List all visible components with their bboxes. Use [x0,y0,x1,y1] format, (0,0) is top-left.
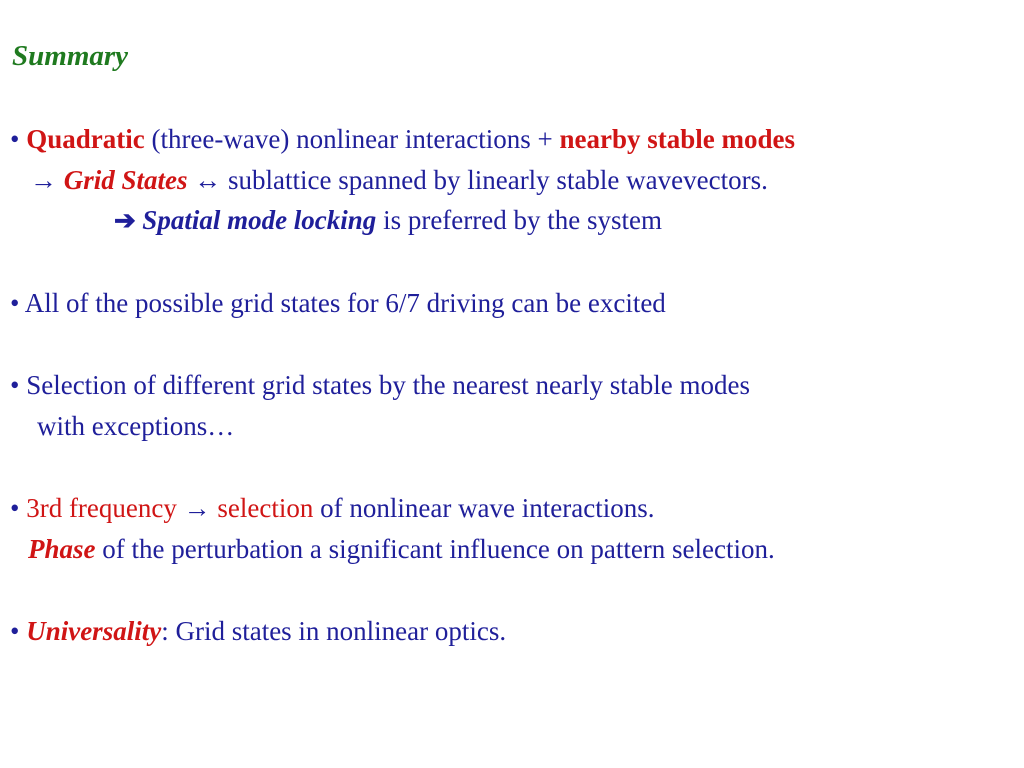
grid-states-term: Grid States [63,165,188,195]
bullet-marker: • [10,493,20,523]
bullet-4-line-2 [28,532,775,566]
bullet-marker: • [10,370,20,400]
right-arrow-icon: → [176,493,218,523]
bullet-1-line-2-text: ↔ sublattice spanned by linearly stable wavevectors. [187,165,768,195]
nearby-stable-modes-term: nearby stable modes [559,124,795,154]
bullet-2-text: All of the possible grid states for 6/7 driving can be excited [24,288,666,318]
phase-term: Phase [28,534,96,564]
selection-term: selection [217,493,314,523]
bullet-1-line-2 [30,163,768,197]
slide-title: Summary [12,40,129,72]
bullet-4-line-2-text: of the perturbation a significant influence on pattern selection. [95,534,775,564]
bullet-marker: • [10,288,20,318]
spatial-mode-locking-term: Spatial mode locking [142,205,377,235]
quadratic-term: Quadratic [26,124,145,154]
bullet-3-text: Selection of different grid states by the nearest nearly stable modes [26,370,750,400]
bullet-1-line-3 [114,203,662,238]
bullet-marker: • [10,616,20,646]
bullet-1-line-3-text: is preferred by the system [376,205,662,235]
bullet-1-text: (three-wave) nonlinear interactions + [144,124,560,154]
bullet-3-line-2 [37,409,234,443]
universality-term: Universality [26,616,162,646]
bullet-3-line-1 [10,368,750,402]
bullet-marker: • [10,124,20,154]
bullet-5-text: : Grid states in nonlinear optics. [161,616,507,646]
third-frequency-term: 3rd frequency [26,493,177,523]
bullet-2 [10,286,666,320]
bullet-1-line-1 [10,122,795,156]
bullet-4-line-1 [10,491,655,525]
bullet-4-text: of nonlinear wave interactions. [313,493,655,523]
bullet-3-continuation: with exceptions… [37,411,235,441]
bullet-5 [10,614,506,648]
bold-right-arrow-icon: ➔ [114,206,143,235]
right-arrow-icon: → [30,165,64,195]
